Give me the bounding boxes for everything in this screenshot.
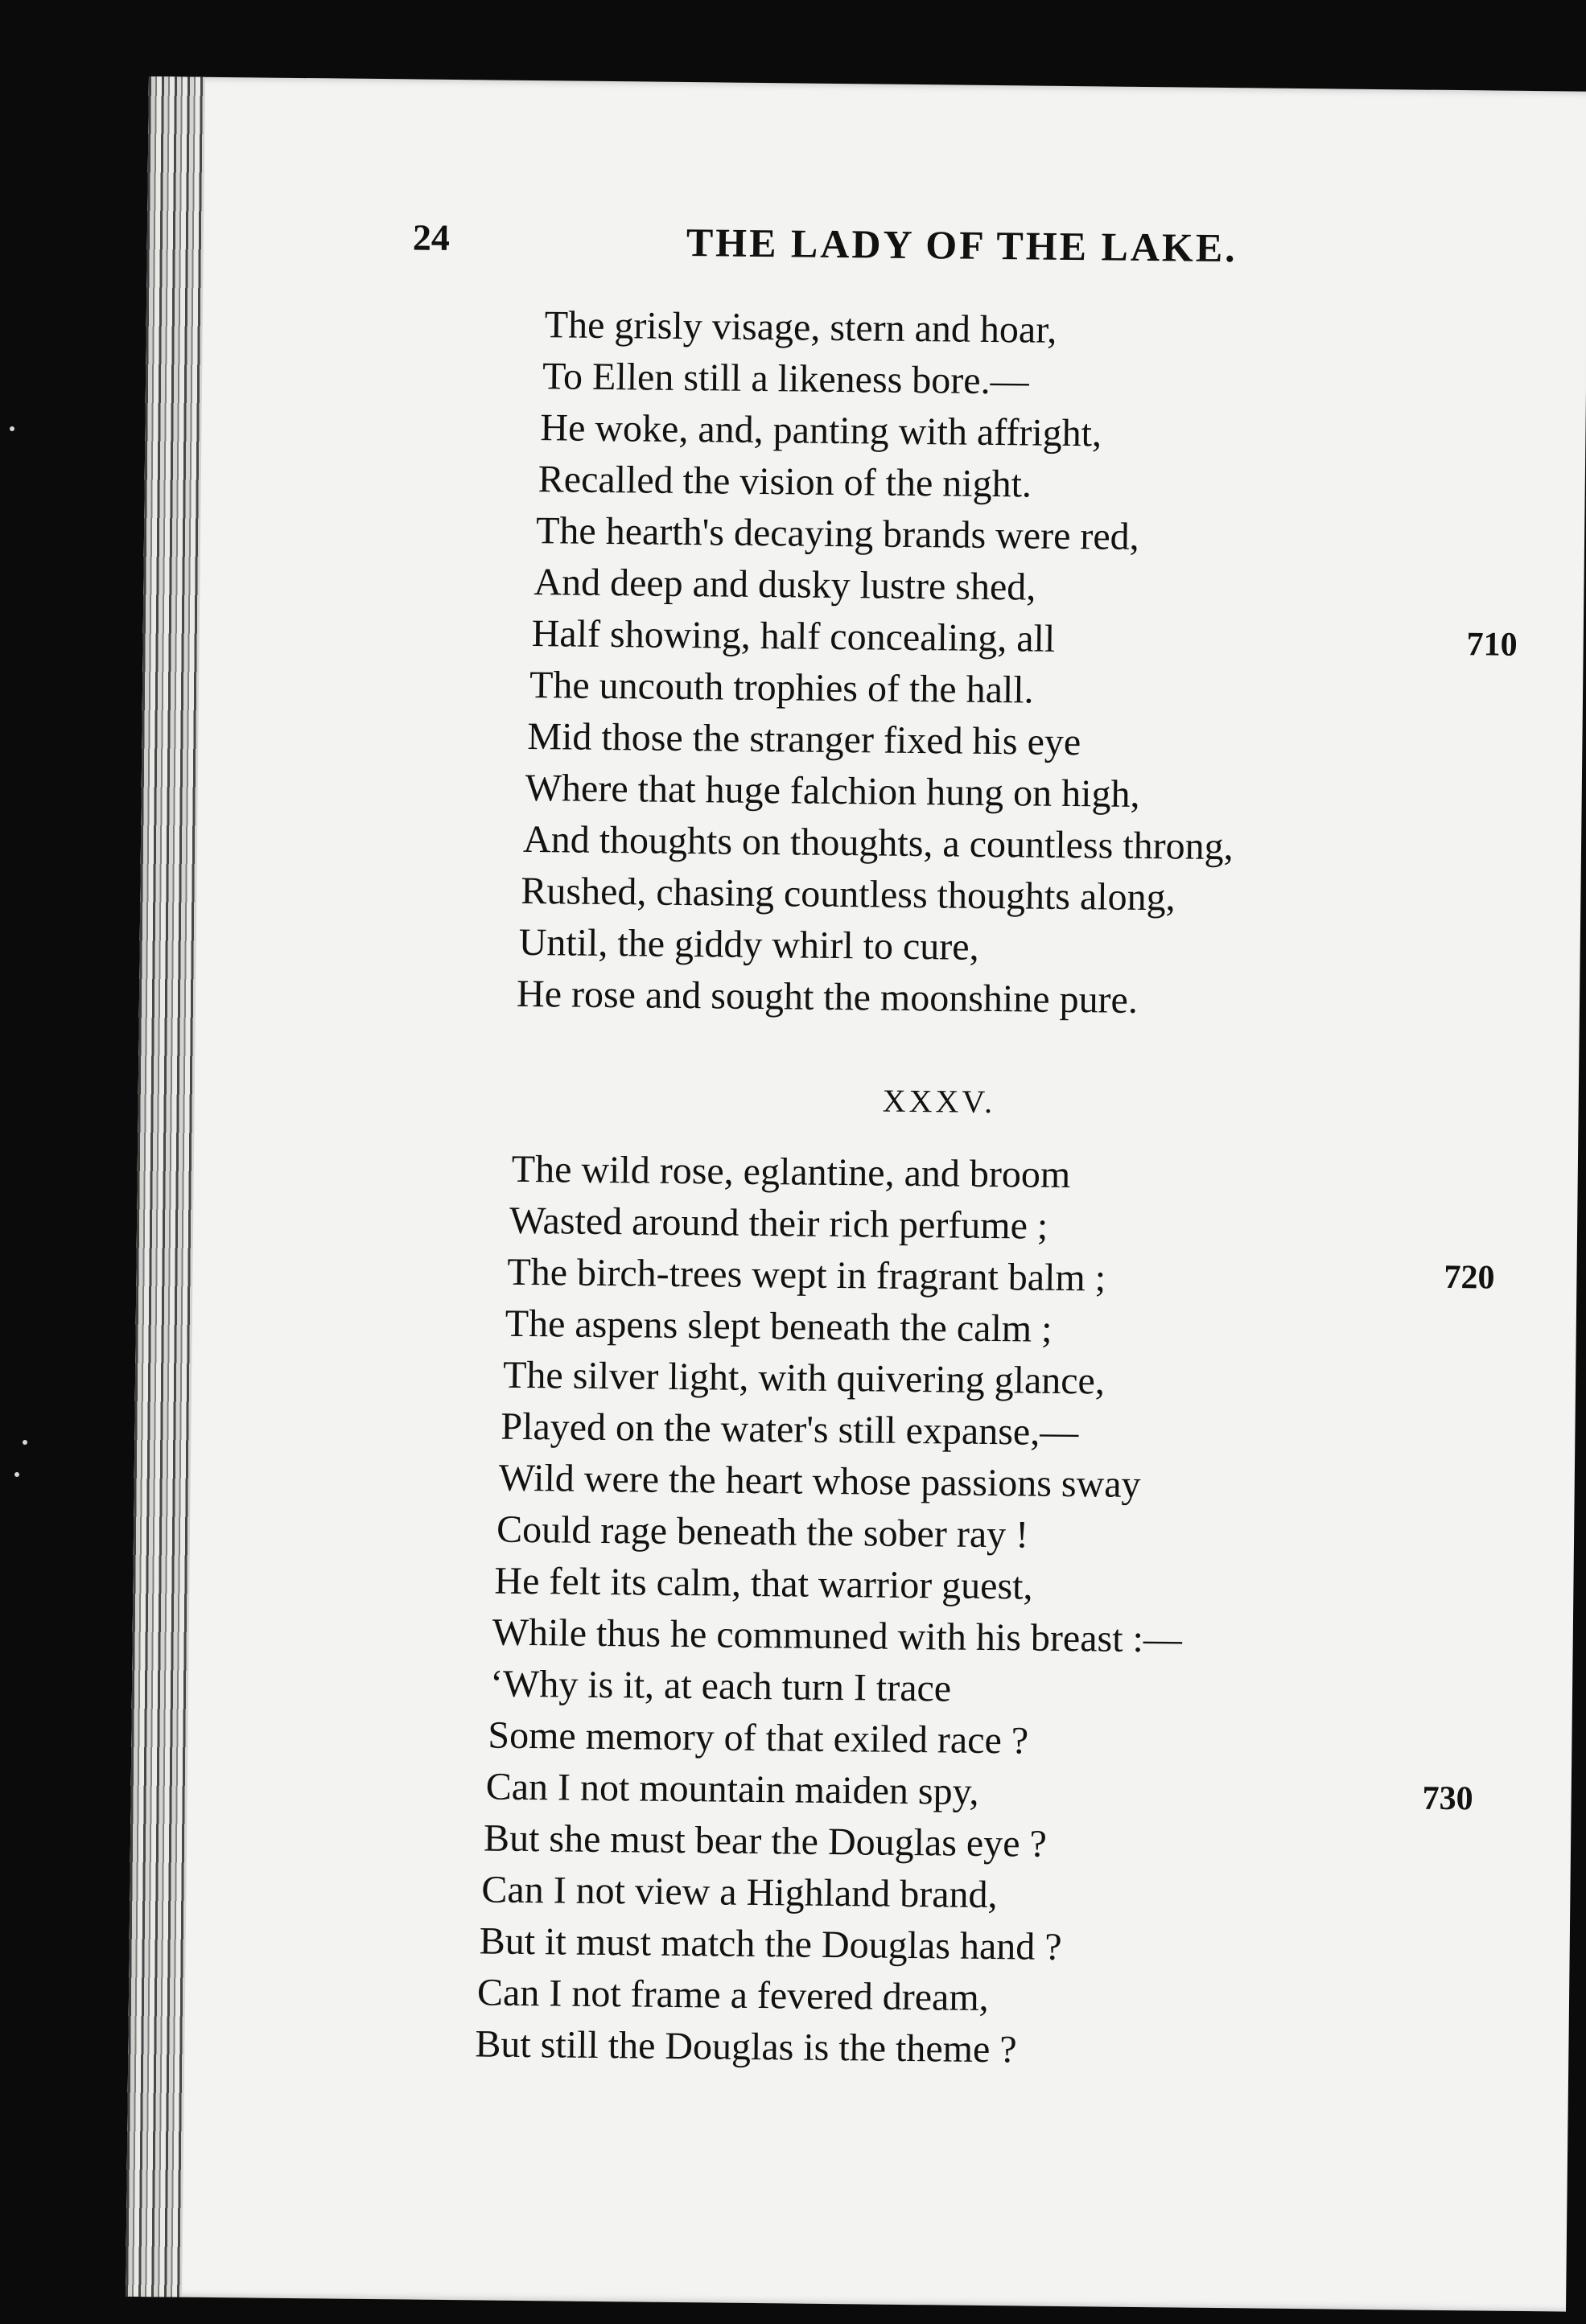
poem-line: Until, the giddy whirl to cure, xyxy=(518,920,979,969)
line-number: 720 xyxy=(1444,1258,1495,1297)
poem-line: The silver light, with quivering glance, xyxy=(502,1353,1106,1403)
poem-line: The birch-trees wept in fragrant balm ; xyxy=(507,1250,1106,1300)
poem-line: He felt its calm, that warrior guest, xyxy=(494,1559,1033,1608)
page-gutter xyxy=(126,76,205,2297)
poem-line: Could rage beneath the sober ray ! xyxy=(496,1508,1029,1557)
page-header xyxy=(412,216,1451,291)
poem-line: Wasted around their rich perfume ; xyxy=(509,1199,1048,1248)
poem-line: Rushed, chasing countless thoughts along, xyxy=(521,869,1176,919)
poem-line: Can I not mountain maiden spy, xyxy=(485,1765,979,1813)
poem-line: But still the Douglas is the theme ? xyxy=(475,2022,1017,2071)
poem-line: The aspens slept beneath the calm ; xyxy=(505,1302,1053,1351)
stanza-numeral: XXXV. xyxy=(882,1082,996,1121)
poem-line: The grisly visage, stern and hoar, xyxy=(544,303,1057,352)
poem-line: Some memory of that exiled race ? xyxy=(488,1713,1029,1763)
line-number: 710 xyxy=(1466,626,1518,664)
poem-line: Can I not frame a fevered dream, xyxy=(476,1971,989,2020)
speck xyxy=(23,1440,27,1445)
running-head: THE LADY OF THE LAKE. xyxy=(686,220,1238,271)
book-page xyxy=(126,76,1586,2312)
poem-line: He woke, and, panting with affright, xyxy=(540,406,1102,455)
poem-line: Played on the water's still expanse,— xyxy=(501,1405,1079,1454)
poem-line: The wild rose, eglantine, and broom xyxy=(511,1147,1071,1197)
poem-line: Half showing, half concealing, all xyxy=(531,612,1056,660)
poem-line: The hearth's decaying brands were red, xyxy=(535,509,1140,558)
poem-line: Can I not view a Highland brand, xyxy=(481,1868,998,1917)
poem-line: Recalled the vision of the night. xyxy=(538,458,1032,506)
poem-line: While thus he communed with his breast :— xyxy=(492,1610,1183,1661)
poem-line: Wild were the heart whose passions sway xyxy=(498,1456,1141,1507)
speck xyxy=(10,426,14,431)
poem-line: And deep and dusky lustre shed, xyxy=(533,561,1036,609)
poem-line: Where that huge falchion hung on high, xyxy=(525,766,1140,816)
poem-line: He rose and sought the moonshine pure. xyxy=(516,972,1139,1022)
line-number: 730 xyxy=(1422,1779,1473,1818)
poem-line: The uncouth trophies of the hall. xyxy=(529,663,1034,712)
page-number: 24 xyxy=(412,216,451,258)
poem-line: To Ellen still a likeness bore.— xyxy=(542,355,1029,403)
poem-line: But she must bear the Douglas eye ? xyxy=(483,1816,1048,1865)
speck xyxy=(14,1472,19,1477)
poem-line: And thoughts on thoughts, a countless throng, xyxy=(522,817,1234,869)
poem-line: ‘Why is it, at each turn I trace xyxy=(489,1662,952,1710)
poem-line: Mid those the stranger fixed his eye xyxy=(527,714,1081,764)
poem-line: But it must match the Douglas hand ? xyxy=(479,1919,1062,1969)
